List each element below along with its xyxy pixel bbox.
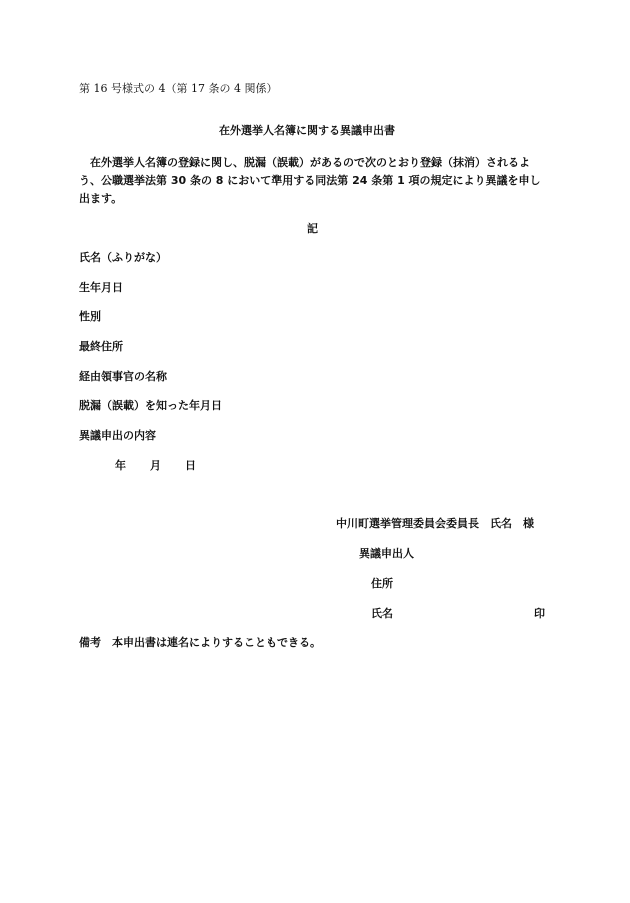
ki-heading: 記 [307, 222, 318, 235]
field-objection-content: 異議申出の内容 [79, 429, 156, 442]
form-number: 第 16 号様式の 4（第 17 条の 4 関係） [79, 82, 278, 95]
applicant-name-label: 氏名 [371, 607, 393, 620]
date-year-label: 年 [115, 459, 126, 472]
field-gender: 性別 [79, 310, 101, 323]
field-known-date: 脱漏（誤載）を知った年月日 [79, 399, 222, 412]
remarks-line: 備考 本申出書は連名によりすることもできる。 [79, 636, 321, 649]
body-paragraph: 在外選挙人名簿の登録に関し、脱漏（誤載）があるので次のとおり登録（抹消）されるよう、公職選挙法第 30 条の 8 において準用する同法第 24 条第 1 項の規定により異議を申し出ます。 [79, 156, 541, 205]
field-last-address: 最終住所 [79, 340, 123, 353]
field-birthdate: 生年月日 [79, 281, 123, 294]
seal-mark: 印 [534, 607, 545, 620]
date-month-label: 月 [150, 459, 161, 472]
document-title: 在外選挙人名簿に関する異議申出書 [219, 124, 395, 137]
applicant-address-label: 住所 [371, 577, 393, 590]
field-consul-name: 経由領事官の名称 [79, 370, 167, 383]
field-name-furigana: 氏名（ふりがな） [79, 251, 167, 264]
addressee-line: 中川町選挙管理委員会委員長 氏名 様 [336, 517, 534, 530]
date-day-label: 日 [185, 459, 196, 472]
applicant-heading: 異議申出人 [359, 547, 414, 560]
